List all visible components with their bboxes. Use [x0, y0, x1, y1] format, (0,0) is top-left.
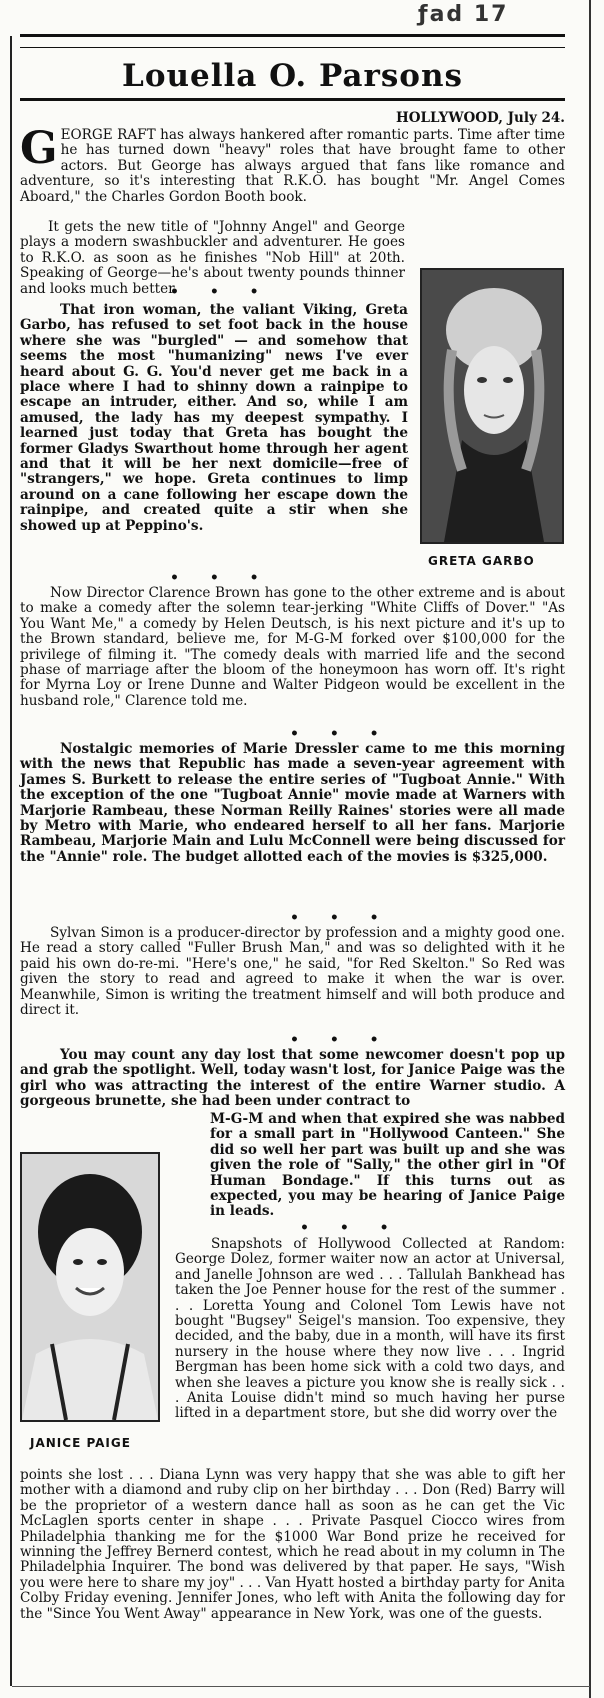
drop-cap: G — [20, 123, 58, 174]
simon-paragraph: Sylvan Simon is a producer-director by profession and a mighty good one. He read a story called "Fuller Brush Man," and was so delighted with it he paid his own do-re-mi. "Here's one," he said, "for Red Skelton." So Red was given the story to read and agreed to make it when the war is over. Meanwhile, Simon is writing the treatment himself and will both produce and direct it. — [20, 925, 565, 1019]
snapshots-narrow-column: Snapshots of Hollywood Collected at Random: George Dolez, former waiter now an actor at Universal, and Janelle Johnson are wed . . . Tallulah Bankhead has taken the Joe Penner house for the rest of the summer . . . Loretta Young and Colonel Tom Lewis have not bought "Bugsey" Seigel's mansion. Too expensive, they decided, and the baby, due in a month, will have its first nursery in the house where they now live . . . Ingrid Bergman has been home sick with a cold two days, and when she leaves a picture you know she is really sick . . . Anita Louise didn't mind so much having her purse lifted in a department store, but she did worry over the — [175, 1236, 565, 1422]
dateline: HOLLYWOOD, July 24. — [396, 110, 565, 126]
garbo-portrait-image — [422, 270, 562, 542]
paige-paragraph: You may count any day lost that some newcomer doesn't pop up and grab the spotlight. Well, today wasn't lost, for Janice Paige was the girl who was attracting the interest of the entire Warner studio. A gorgeous brunette, she had been under contract to — [20, 1047, 565, 1110]
column-border-right — [589, 0, 591, 1698]
top-rule-thin — [20, 47, 565, 48]
raft-continued-text: It gets the new title of "Johnny Angel" and George plays a modern swashbuckler and adventurer. He goes to R.K.O. as soon as he finishes "Nob Hill" at 20th. Speaking of George—he's about twenty pounds thinner and looks much better. — [20, 219, 405, 297]
columnist-heading: Louella O. Parsons — [122, 58, 463, 94]
greta-garbo-photo — [420, 268, 564, 544]
dressler-paragraph: Nostalgic memories of Marie Dressler came to me this morning with the news that Republic has made a seven-year agreement with James S. Burkett to release the entire series of "Tugboat Annie." With the exception of the one "Tugboat Annie" movie made at Warners with Marjorie Rambeau, these Norman Reilly Raines' stories were all made by Metro with Marie, who endeared herself to all her fans. Marjorie Rambeau, Marjorie Main and Lulu McConnell were being discussed for the "Annie" role. The budget allotted each of the movies is $325,000. — [20, 741, 565, 865]
greta-garbo-caption: GRETA GARBO — [428, 554, 535, 568]
section-separator: • • • — [170, 570, 272, 586]
column-border-left — [10, 36, 12, 1686]
page-number: ƒad 17 — [418, 2, 509, 27]
section-separator: • • • — [290, 1032, 392, 1048]
section-separator: • • • — [170, 284, 272, 300]
snapshots-wide-column: points she lost . . . Diana Lynn was very happy that she was able to gift her mother with a diamond and ruby clip on her birthday . . . Don (Red) Barry will be the proprietor of a western dance hall as soon as he can get the Vic McLaglen sports center in shape . . . Private Pasquel Ciocco wires from Philadelphia thanking me for the $1000 War Bond prize he received for winning the Jeffrey Bernerd contest, which he read about in my column in The Philadelphia Inquirer. The bond was delivered by that paper. He says, "Wish you were here to share my joy" . . . Van Hyatt hosted a birthday party for Anita Colby Friday evening. Jennifer Jones, who left with Anita the following day for the "Since You Went Away" appearance in New York, was one of the guests. — [20, 1467, 565, 1622]
janice-paige-photo — [20, 1152, 160, 1422]
garbo-paragraph: That iron woman, the valiant Viking, Greta Garbo, has refused to set foot back in the house where she was "burgled" — and somehow that seems the most "humanizing" news I've ever heard about G. G. You'd never get me back in a place where I had to shinny down a rainpipe to escape an intruder, either. And so, while I am amused, the lady has my deepest sympathy. I learned just today that Greta has bought the former Gladys Swarthout home through her agent and that it will be her next domicile—free of "strangers," we hope. Greta continues to limp around on a cane following her escape down the rainpipe, and created quite a stir when she showed up at Peppino's. — [20, 302, 408, 534]
paige-paragraph-continued: M-G-M and when that expired she was nabbed for a small part in "Hollywood Canteen." She did so well her part was built up and she was given the role of "Sally," the other girl in "Of Human Bondage." If this turns out as expected, you may be hearing of Janice Paige in leads. — [210, 1111, 565, 1220]
brown-paragraph: Now Director Clarence Brown has gone to the other extreme and is about to make a comedy after the solemn tear-jerking "White Cliffs of Dover." "As You Want Me," a comedy by Helen Deutsch, is his next picture and it's up to the Brown standard, believe me, for M-G-M forked over $100,000 for the privilege of filming it. "The comedy deals with married life and the second phase of marriage after the bloom of the honeymoon has worn off. It's right for Myrna Loy or Irene Dunne and Walter Pidgeon would be excellent in the husband role," Clarence told me. — [20, 585, 565, 709]
paige-portrait-image — [22, 1154, 158, 1420]
top-rule — [20, 34, 565, 37]
section-separator: • • • — [290, 726, 392, 742]
raft-text: EORGE RAFT has always hankered after romantic parts. Time after time he has turned down "heavy" roles that have brought fame to other actors. But George has always argued that fans like romance and adventure, so it's interesting that R.K.O. has bought "Mr. Angel Comes Aboard," the Charles Gordon Booth book. — [20, 127, 565, 205]
section-separator: • • • — [290, 910, 392, 926]
heading-rule — [20, 98, 565, 101]
section-separator: • • • — [300, 1220, 402, 1236]
column-border-bottom — [12, 1686, 590, 1687]
janice-paige-caption: JANICE PAIGE — [30, 1436, 131, 1450]
raft-paragraph — [20, 123, 565, 205]
